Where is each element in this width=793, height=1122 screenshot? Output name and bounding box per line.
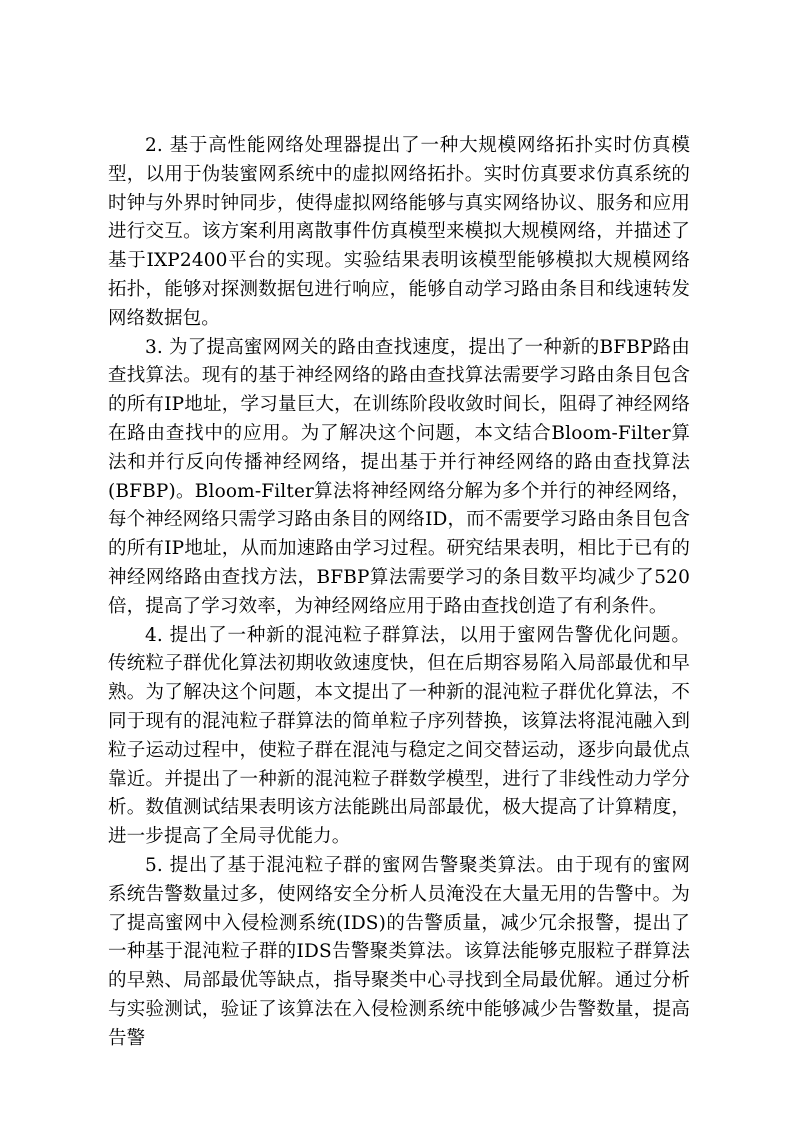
paragraph-contribution-3: 3. 为了提高蜜网网关的路由查找速度，提出了一种新的BFBP路由查找算法。现有的基于神经网络的路由查找算法需要学习路由条目包含的所有IP地址，学习量巨大，在训练阶段收敛时间长，阻碍了神经网络在路由查找中的应用。为了解决这个问题，本文结合Bloom-Filter算法和并行反向传播神经网络，提出基于并行神经网络的路由查找算法(BFBP)。Bloom-Filter算法将神经网络分解为多个并行的神经网络，每个神经网络只需学习路由条目的网络ID，而不需要学习路由条目包含的所有IP地址，从而加速路由学习过程。研究结果表明，相比于已有的神经网络路由查找方法，BFBP算法需要学习的条目数平均减少了520倍，提高了学习效率，为神经网络应用于路由查找创造了有利条件。 <box>108 336 690 617</box>
paragraph-contribution-4: 4. 提出了一种新的混沌粒子群算法，以用于蜜网告警优化问题。传统粒子群优化算法初期收敛速度快，但在后期容易陷入局部最优和早熟。为了解决这个问题，本文提出了一种新的混沌粒子群优化算法，不同于现有的混沌粒子群算法的简单粒子序列替换，该算法将混沌融入到粒子运动过程中，使粒子群在混沌与稳定之间交替运动，逐步向最优点靠近。并提出了一种新的混沌粒子群数学模型，进行了非线性动力学分析。数值测试结果表明该方法能跳出局部最优，极大提高了计算精度，进一步提高了全局寻优能力。 <box>108 624 690 848</box>
paragraph-contribution-5: 5. 提出了基于混沌粒子群的蜜网告警聚类算法。由于现有的蜜网系统告警数量过多，使网络安全分析人员淹没在大量无用的告警中。为了提高蜜网中入侵检测系统(IDS)的告警质量，减少冗余报警，提出了一种基于混沌粒子群的IDS告警聚类算法。该算法能够克服粒子群算法的早熟、局部最优等缺点，指导聚类中心寻找到全局最优解。通过分析与实验测试，验证了该算法在入侵检测系统中能够减少告警数量，提高告警 <box>108 854 690 1049</box>
paragraph-contribution-2: 2. 基于高性能网络处理器提出了一种大规模网络拓扑实时仿真模型，以用于伪装蜜网系统中的虚拟网络拓扑。实时仿真要求仿真系统的时钟与外界时钟同步，使得虚拟网络能够与真实网络协议、服务和应用进行交互。该方案利用离散事件仿真模型来模拟大规模网络，并描述了基于IXP2400平台的实现。实验结果表明该模型能够模拟大规模网络拓扑，能够对探测数据包进行响应，能够自动学习路由条目和线速转发网络数据包。 <box>108 135 690 329</box>
document-body <box>108 132 690 1054</box>
